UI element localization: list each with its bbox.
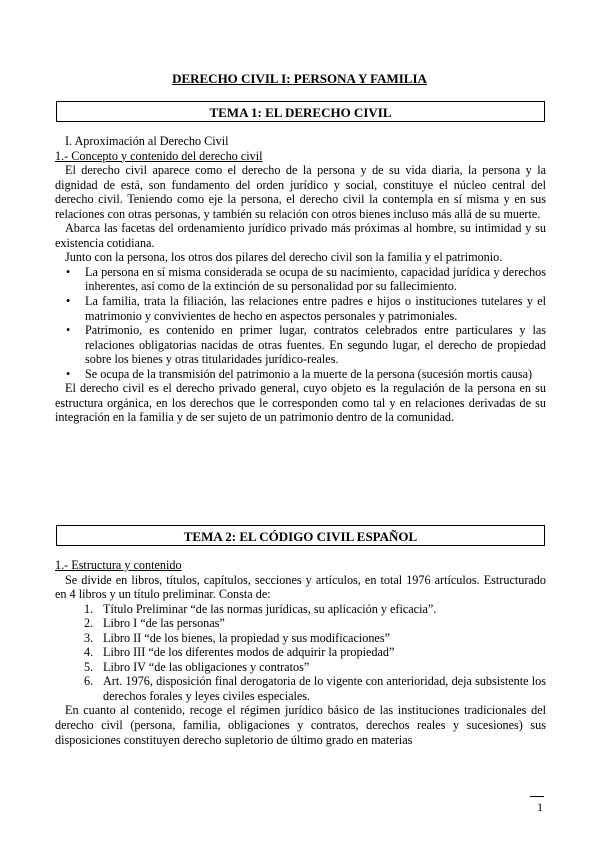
numbered-item: 3. Libro II “de los bienes, la propiedad y sus modificaciones”: [84, 630, 390, 645]
paragraph: Junto con la persona, los otros dos pilares del derecho civil son la familia y el patrimonio.: [65, 250, 503, 265]
paragraph: Se divide en libros, títulos, capítulos, secciones y artículos, en total 1976 artículos. Estructurado en 4 libros y un título preliminar. Consta de:: [55, 572, 546, 602]
numbered-item: 5. Libro IV “de las obligaciones y contratos”: [84, 659, 310, 674]
section-heading-concepto: 1.- Concepto y contenido del derecho civil: [55, 148, 263, 163]
tema2-title: TEMA 2: EL CÓDIGO CIVIL ESPAÑOL: [183, 529, 418, 544]
paragraph: El derecho civil es el derecho privado general, cuyo objeto es la regulación de la persona en su estructura orgánica, en los derechos que le corresponden como tal y en relaciones derivadas de su integración en la familia y de ser sujeto de un patrimonio dentro de la comunidad.: [55, 381, 546, 425]
bullet-icon: •: [66, 264, 71, 279]
numbered-item: 2. Libro I “de las personas”: [84, 616, 225, 631]
bullet-icon: •: [66, 294, 71, 309]
tema1-title: TEMA 1: EL DERECHO CIVIL: [209, 105, 392, 120]
bullet-item: • La persona en sí misma considerada se ocupa de su nacimiento, capacidad jurídica y derechos inherentes, así como de la extinción de su personalidad por su fallecimiento.: [66, 264, 546, 294]
bullet-icon: •: [66, 366, 71, 381]
bullet-item: • La familia, trata la filiación, las relaciones entre padres e hijos o instituciones tutelares y el matrimonio y convivientes de hecho en aspectos personales y patrimoniales.: [66, 294, 546, 323]
bullet-item: • Patrimonio, es contenido en primer lugar, contratos celebrados entre particulares y las relaciones obligatorias nacidas de otras fuentes. En segundo lugar, el derecho de propiedad sobre los bienes y otras titularidades jurídico-reales.: [66, 323, 546, 367]
bullet-list: [55, 265, 546, 381]
roman-heading: I. Aproximación al Derecho Civil: [65, 134, 229, 148]
tema2-title-box: [56, 525, 545, 546]
paragraph: En cuanto al contenido, recoge el régimen jurídico básico de las instituciones tradicionales del derecho civil (persona, familia, obligaciones y contratos, derechos reales y sucesiones) sus disposiciones constituyen derecho supletorio de último grado en materias: [55, 703, 546, 747]
bullet-item: • Se ocupa de la transmisión del patrimonio a la muerte de la persona (sucesión mortis causa): [66, 366, 533, 381]
footer-divider: [530, 796, 544, 797]
numbered-item: 6. Art. 1976, disposición final derogatoria de lo vigente con anterioridad, deja subsistente los derechos forales y leyes civiles especiales.: [84, 674, 546, 703]
document-title: DERECHO CIVIL I: PERSONA Y FAMILIA: [172, 71, 427, 86]
paragraph: El derecho civil aparece como el derecho de la persona y de su vida diaria, la persona y la dignidad de está, son fundamento del orden jurídico y social, constituye el núcleo central del derecho civil. Teniendo como eje la persona, el derecho civil la contempla en sí misma y en sus relaciones con otras personas, y también su relación con otros bienes incluso más allá de su muerte.: [55, 163, 546, 221]
tema1-content: [55, 134, 546, 425]
paragraph: Abarca las facetas del ordenamiento jurídico privado más próximas al hombre, su intimidad y su existencia cotidiana.: [55, 221, 546, 250]
numbered-list: [55, 602, 546, 704]
section-heading-estructura: 1.- Estructura y contenido: [55, 558, 182, 572]
tema1-title-box: [56, 101, 545, 122]
page-number: 1: [537, 800, 543, 814]
numbered-item: 1. Título Preliminar “de las normas jurídicas, su aplicación y eficacia”.: [84, 601, 437, 616]
tema2-content: [55, 558, 546, 747]
bullet-icon: •: [66, 323, 71, 338]
numbered-item: 4. Libro III “de los diferentes modos de adquirir la propiedad”: [84, 645, 395, 660]
